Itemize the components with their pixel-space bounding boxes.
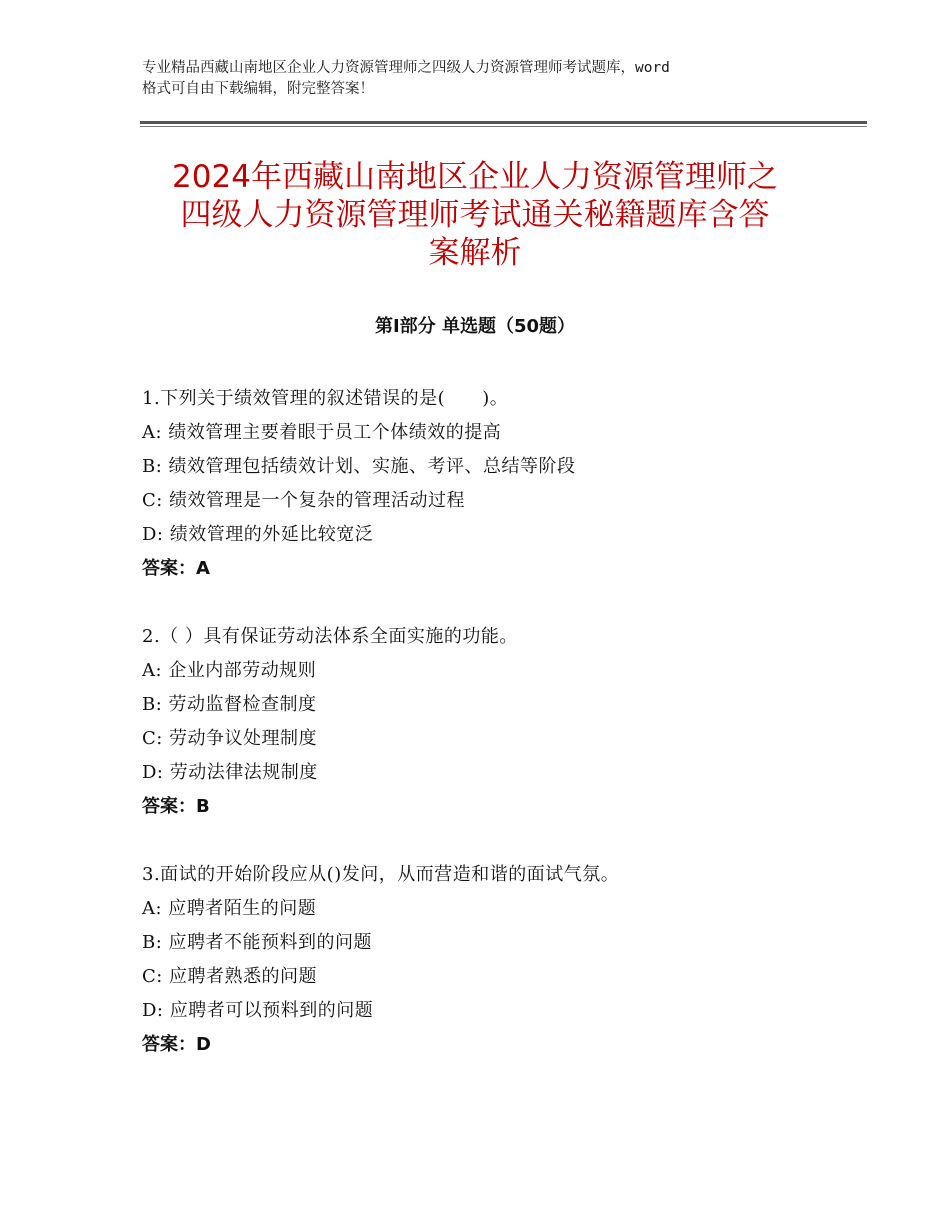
header-divider-thick <box>140 121 867 124</box>
answer-line: 答案：A <box>142 558 210 579</box>
option-d: D: 应聘者可以预料到的问题 <box>142 1000 374 1021</box>
question-stem: 1.下列关于绩效管理的叙述错误的是( )。 <box>142 388 509 409</box>
option-b: B: 应聘者不能预料到的问题 <box>142 932 373 953</box>
question-stem: 3.面试的开始阶段应从()发问，从而营造和谐的面试气氛。 <box>142 864 620 885</box>
option-a: A: 企业内部劳动规则 <box>142 660 317 681</box>
header-note <box>142 58 822 100</box>
section-heading: 第Ⅰ部分 单选题（50题） <box>374 316 575 337</box>
option-c: C: 劳动争议处理制度 <box>142 728 318 749</box>
option-c: C: 应聘者熟悉的问题 <box>142 966 318 987</box>
question-item <box>142 858 842 1062</box>
document-title-line: 案解析 <box>428 235 522 271</box>
option-d: D: 劳动法律法规制度 <box>142 762 318 783</box>
question-list <box>142 382 842 1096</box>
header-divider-thin <box>140 126 867 127</box>
header-note-line: 专业精品西藏山南地区企业人力资源管理师之四级人力资源管理师考试题库，word <box>142 60 670 76</box>
option-d: D: 绩效管理的外延比较宽泛 <box>142 524 374 545</box>
option-a: A: 应聘者陌生的问题 <box>142 898 317 919</box>
option-b: B: 绩效管理包括绩效计划、实施、考评、总结等阶段 <box>142 456 576 477</box>
option-b: B: 劳动监督检查制度 <box>142 694 317 715</box>
option-a: A: 绩效管理主要着眼于员工个体绩效的提高 <box>142 422 502 443</box>
header-note-line: 格式可自由下载编辑，附完整答案！ <box>142 81 374 97</box>
question-item <box>142 382 842 586</box>
document-title-line: 2024年西藏山南地区企业人力资源管理师之 <box>172 159 778 195</box>
option-c: C: 绩效管理是一个复杂的管理活动过程 <box>142 490 466 511</box>
question-stem: 2.（ ）具有保证劳动法体系全面实施的功能。 <box>142 626 518 647</box>
document-title <box>130 158 820 272</box>
answer-line: 答案：B <box>142 796 210 817</box>
document-title-line: 四级人力资源管理师考试通关秘籍题库含答 <box>180 197 770 233</box>
question-item <box>142 620 842 824</box>
answer-line: 答案：D <box>142 1034 211 1055</box>
